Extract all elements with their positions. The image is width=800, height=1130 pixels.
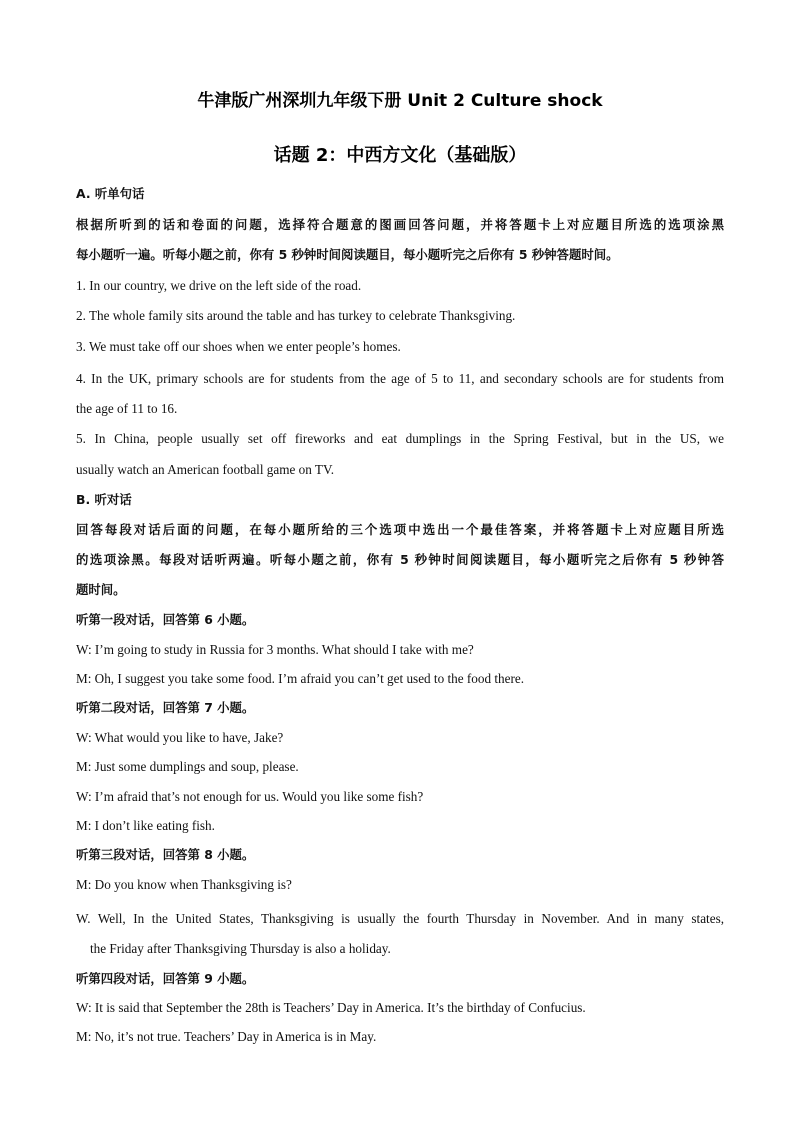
dialogue-2-label: 听第二段对话，回答第 7 小题。 — [76, 700, 255, 715]
dialogue-4-line: M: No, it’s not true. Teachers’ Day in America is in May. — [76, 1029, 377, 1044]
sentence-4: 4. In the UK, primary schools are for students from the age of 5 to 11, and secondary schools are for students from — [76, 371, 724, 386]
sentence-4-continued: the age of 11 to 16. — [76, 401, 178, 416]
section-a-instruction-line: 根据所听到的话和卷面的问题，选择符合题意的图画回答问题，并将答题卡上对应题目所选的选项涂黑 — [76, 217, 724, 232]
dialogue-2-line: M: I don’t like eating fish. — [76, 818, 215, 833]
dialogue-2-line: W: What would you like to have, Jake? — [76, 730, 284, 745]
section-b-instruction-line: 的选项涂黑。每段对话听两遍。听每小题之前，你有 5 秒钟时间阅读题目，每小题听完之后你有 5 秒钟答 — [76, 552, 724, 567]
dialogue-3-line: M: Do you know when Thanksgiving is? — [76, 877, 292, 892]
section-b-heading: B. 听对话 — [76, 492, 132, 507]
dialogue-3-label: 听第三段对话，回答第 8 小题。 — [76, 847, 255, 862]
document-subtitle: 话题 2：中西方文化（基础版） — [273, 145, 527, 166]
dialogue-3-line: the Friday after Thanksgiving Thursday is also a holiday. — [90, 941, 391, 956]
dialogue-4-line: W: It is said that September the 28th is Teachers’ Day in America. It’s the birthday of Confucius. — [76, 1000, 586, 1015]
dialogue-2-line: W: I’m afraid that’s not enough for us. Would you like some fish? — [76, 789, 424, 804]
sentence-5: 5. In China, people usually set off fireworks and eat dumplings in the Spring Festival, but in the US, we — [76, 431, 724, 446]
sentence-2: 2. The whole family sits around the table and has turkey to celebrate Thanksgiving. — [76, 308, 516, 323]
dialogue-1-line: W: I’m going to study in Russia for 3 months. What should I take with me? — [76, 642, 474, 657]
dialogue-3-line: W. Well, In the United States, Thanksgiving is usually the fourth Thursday in November. And in many states, — [76, 911, 724, 926]
section-a-instruction-line: 每小题听一遍。听每小题之前，你有 5 秒钟时间阅读题目，每小题听完之后你有 5 秒钟答题时间。 — [76, 247, 619, 262]
section-a-heading: A. 听单句话 — [76, 186, 145, 201]
section-b-instruction-line: 题时间。 — [76, 582, 126, 597]
dialogue-1-line: M: Oh, I suggest you take some food. I’m afraid you can’t get used to the food there. — [76, 671, 525, 686]
sentence-3: 3. We must take off our shoes when we enter people’s homes. — [76, 339, 401, 354]
document-title: 牛津版广州深圳九年级下册 Unit 2 Culture shock — [197, 91, 603, 111]
dialogue-2-line: M: Just some dumplings and soup, please. — [76, 759, 299, 774]
dialogue-4-label: 听第四段对话，回答第 9 小题。 — [76, 971, 255, 986]
sentence-5-continued: usually watch an American football game on TV. — [76, 462, 335, 477]
dialogue-1-label: 听第一段对话，回答第 6 小题。 — [76, 612, 255, 627]
section-b-instruction-line: 回答每段对话后面的问题，在每小题所给的三个选项中选出一个最佳答案，并将答题卡上对应题目所选 — [76, 522, 724, 537]
sentence-1: 1. In our country, we drive on the left side of the road. — [76, 278, 362, 293]
